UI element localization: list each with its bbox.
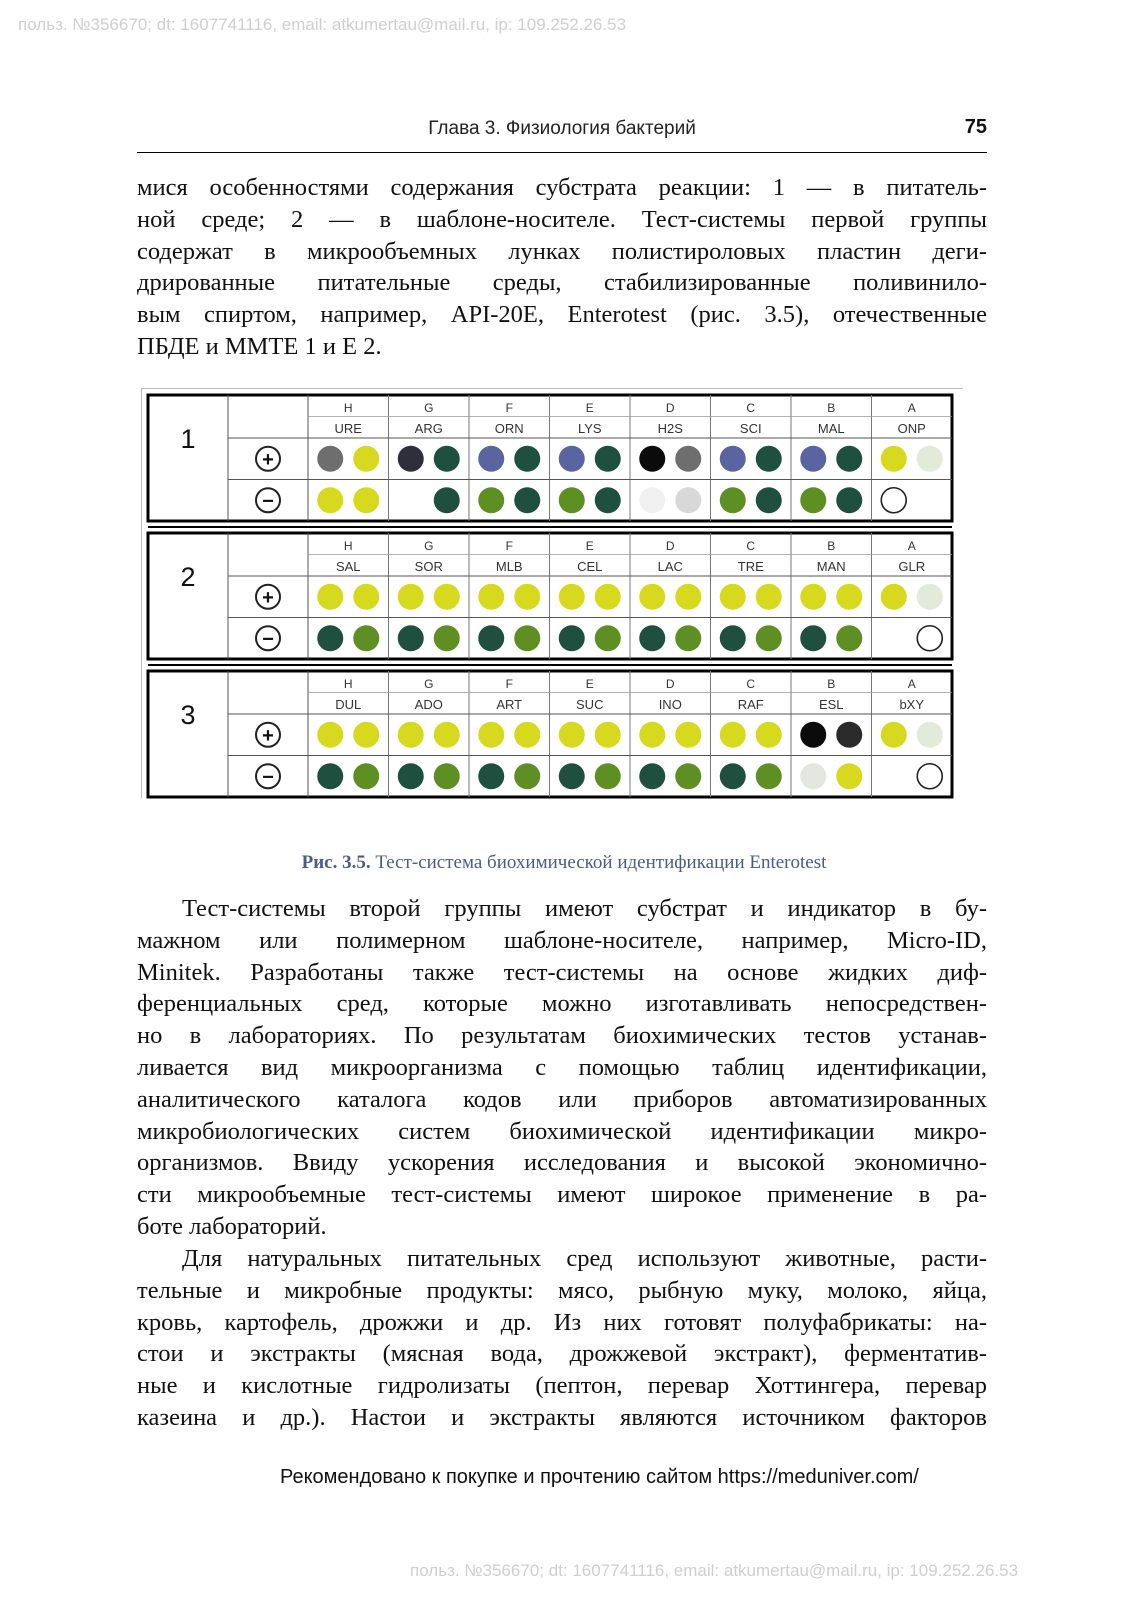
test-well (353, 584, 379, 610)
test-well (595, 584, 621, 610)
text-line: дрированные питательные среды, стабилизированные поливинило- (137, 269, 987, 297)
text-line: ные и кислотные гидролизаты (пептон, перевар Хоттингера, перевар (137, 1372, 987, 1400)
test-well (836, 487, 862, 513)
figure-caption (0, 852, 1128, 874)
test-well (720, 584, 746, 610)
test-well (881, 584, 907, 610)
test-well (514, 722, 540, 748)
minus-sign: − (262, 766, 274, 789)
test-well (353, 625, 379, 651)
test-well (514, 446, 540, 472)
test-name: SAL (335, 559, 361, 574)
test-name: SCI (739, 421, 762, 436)
test-name: bXY (899, 697, 925, 712)
column-letter: A (907, 677, 916, 691)
column-letter: G (424, 677, 434, 691)
test-well (478, 584, 504, 610)
column-letter: C (746, 401, 756, 415)
chapter-title: Глава 3. Физиология бактерий (428, 118, 696, 139)
test-well (317, 763, 343, 789)
test-well (559, 722, 585, 748)
figure-enterotest (141, 388, 971, 808)
test-well (836, 722, 862, 748)
text-line: тельные и микробные продукты: мясо, рыбную муку, молоко, яйца, (137, 1276, 987, 1304)
test-well (756, 763, 782, 789)
test-well (675, 625, 701, 651)
test-well (317, 584, 343, 610)
test-well (559, 446, 585, 472)
test-name: URE (334, 421, 362, 436)
text-line: но в лабораториях. По результатам биохимических тестов устанав- (137, 1022, 987, 1050)
column-letter: G (424, 539, 434, 553)
test-well (917, 764, 942, 789)
column-letter: B (827, 401, 836, 415)
test-well (434, 625, 460, 651)
test-well (917, 626, 942, 651)
test-well (595, 446, 621, 472)
test-well (595, 487, 621, 513)
column-letter: F (505, 539, 513, 553)
test-name: SUC (576, 697, 604, 712)
column-letter: H (343, 401, 353, 415)
test-well (559, 763, 585, 789)
test-name: ART (496, 697, 523, 712)
minus-sign: − (262, 628, 274, 651)
test-name: ADO (414, 697, 443, 712)
test-name: CEL (577, 559, 603, 574)
test-well (800, 584, 826, 610)
test-well (756, 446, 782, 472)
plus-sign: + (262, 586, 274, 609)
test-well (398, 722, 424, 748)
test-well (559, 487, 585, 513)
test-name: ONP (897, 421, 926, 436)
column-letter: C (746, 539, 756, 553)
test-well (639, 584, 665, 610)
text-line: ливается вид микроорганизма с помощью таблиц идентификации, (137, 1053, 987, 1081)
test-well (559, 625, 585, 651)
column-letter: B (827, 677, 836, 691)
test-well (639, 625, 665, 651)
text-line: ной среде; 2 — в шаблоне-носителе. Тест-системы первой группы (137, 205, 987, 233)
column-letter: G (424, 401, 434, 415)
test-name: ESL (818, 697, 844, 712)
test-well (317, 625, 343, 651)
test-well (478, 722, 504, 748)
test-well (398, 763, 424, 789)
text-line: вым спиртом, например, API-20E, Enterotest (рис. 3.5), отечественные (137, 301, 987, 329)
column-letter: D (665, 539, 675, 553)
test-name: GLR (898, 559, 926, 574)
text-line: стои и экстракты (мясная вода, дрожжевой экстракт), ферментатив- (137, 1340, 987, 1368)
test-well (353, 446, 379, 472)
caption-label: Рис. 3.5. (301, 852, 371, 873)
watermark-bottom: польз. №356670; dt: 1607741116, email: atkumertau@mail.ru, ip: 109.252.26.53 (410, 1561, 1019, 1580)
test-well (756, 487, 782, 513)
test-well (398, 446, 424, 472)
text-line: микробиологических систем биохимической идентификации микро- (137, 1117, 987, 1145)
test-well (478, 763, 504, 789)
test-well (317, 446, 343, 472)
text-line: кровь, картофель, дрожжи и др. Из них готовят полуфабрикаты: на- (137, 1308, 987, 1336)
test-well (595, 625, 621, 651)
test-name: DUL (335, 697, 362, 712)
test-well (756, 625, 782, 651)
test-well (836, 763, 862, 789)
paragraph-1 (137, 172, 987, 363)
test-well (756, 722, 782, 748)
text-line: мися особенностями содержания субстрата реакции: 1 — в питатель- (137, 174, 987, 201)
test-well (881, 446, 907, 472)
test-well (639, 722, 665, 748)
test-name: RAF (737, 697, 764, 712)
test-well (881, 488, 906, 513)
column-letter: H (343, 539, 353, 553)
text-line: ференциальных сред, которые можно изготавливать непосредствен- (137, 990, 987, 1018)
test-well (478, 487, 504, 513)
test-well (559, 584, 585, 610)
column-letter: F (505, 677, 513, 691)
test-name: LAC (657, 559, 683, 574)
test-name: SOR (414, 559, 443, 574)
column-letter: A (907, 539, 916, 553)
panel-number: 3 (180, 700, 196, 730)
test-name: TRE (737, 559, 764, 574)
text-line: Minitek. Разработаны также тест-системы на основе жидких диф- (137, 958, 987, 986)
text-line: боте лабораторий. (137, 1212, 327, 1240)
test-well (836, 446, 862, 472)
test-name: LYS (577, 421, 602, 436)
text-line: аналитического каталога кодов или приборов автоматизированных (137, 1085, 987, 1113)
test-well (434, 763, 460, 789)
test-name: H2S (657, 421, 683, 436)
test-well (675, 487, 701, 513)
test-well (639, 446, 665, 472)
footer-promo: Рекомендовано к покупке и прочтению сайтом https://meduniver.com/ (280, 1466, 919, 1488)
test-well (478, 446, 504, 472)
caption-text: Тест-система биохимической идентификации Enterotest (370, 852, 827, 873)
test-well (353, 487, 379, 513)
text-line: Тест-системы второй группы имеют субстрат и индикатор в бу- (182, 895, 987, 922)
test-well (639, 763, 665, 789)
text-line: организмов. Ввиду ускорения исследования и высокой экономично- (137, 1149, 987, 1177)
text-line: ПБДЕ и ММТЕ 1 и Е 2. (137, 332, 382, 360)
column-letter: A (907, 401, 916, 415)
text-line: сти микрообъемные тест-системы имеют широкое применение в ра- (137, 1181, 987, 1209)
test-well (514, 625, 540, 651)
column-letter: C (746, 677, 756, 691)
test-well (317, 722, 343, 748)
test-well (720, 763, 746, 789)
test-name: ORN (494, 421, 524, 436)
column-letter: D (665, 677, 675, 691)
test-well (514, 763, 540, 789)
test-well (398, 625, 424, 651)
test-well (675, 763, 701, 789)
test-name: ARG (414, 421, 443, 436)
test-well (917, 722, 943, 748)
test-well (595, 722, 621, 748)
test-well (836, 625, 862, 651)
test-well (434, 446, 460, 472)
text-line: казеина и др.). Настои и экстракты являются источником факторов (137, 1403, 987, 1431)
test-well (434, 722, 460, 748)
test-well (720, 487, 746, 513)
plus-sign: + (262, 724, 274, 747)
test-well (720, 625, 746, 651)
page-number: 75 (964, 116, 987, 138)
test-well (434, 487, 460, 513)
test-well (800, 763, 826, 789)
watermark-top: польз. №356670; dt: 1607741116, email: atkumertau@mail.ru, ip: 109.252.26.53 (18, 15, 627, 34)
test-well (514, 584, 540, 610)
column-letter: F (505, 401, 513, 415)
plus-sign: + (262, 448, 274, 471)
enterotest-table (141, 388, 971, 808)
text-line: Для натуральных питательных сред используют животные, расти- (182, 1245, 987, 1272)
test-well (720, 446, 746, 472)
column-letter: E (585, 677, 594, 691)
text-line: содержат в микрообъемных лунках полистироловых пластин деги- (137, 237, 987, 265)
test-well (639, 487, 665, 513)
column-letter: D (665, 401, 675, 415)
test-well (353, 722, 379, 748)
test-well (800, 446, 826, 472)
minus-sign: − (262, 490, 274, 513)
test-well (317, 487, 343, 513)
text-line: мажном или полимерном шаблоне-носителе, например, Micro-ID, (137, 926, 987, 954)
test-well (353, 763, 379, 789)
test-well (398, 584, 424, 610)
test-well (756, 584, 782, 610)
test-well (675, 446, 701, 472)
column-letter: E (585, 539, 594, 553)
panel-number: 1 (180, 424, 196, 454)
panel-number: 2 (180, 562, 196, 592)
column-letter: B (827, 539, 836, 553)
test-name: INO (658, 697, 682, 712)
test-name: MAN (816, 559, 846, 574)
test-well (800, 487, 826, 513)
test-well (917, 446, 943, 472)
test-well (675, 584, 701, 610)
test-well (800, 625, 826, 651)
test-well (478, 625, 504, 651)
test-well (675, 722, 701, 748)
paragraph-3 (137, 1243, 987, 1434)
test-name: MLB (495, 559, 523, 574)
test-well (434, 584, 460, 610)
test-name: MAL (817, 421, 845, 436)
test-well (595, 763, 621, 789)
test-well (514, 487, 540, 513)
paragraph-2 (137, 893, 987, 1243)
test-well (917, 584, 943, 610)
running-header (137, 112, 987, 153)
column-letter: E (585, 401, 594, 415)
test-well (800, 722, 826, 748)
test-well (720, 722, 746, 748)
test-well (881, 722, 907, 748)
column-letter: H (343, 677, 353, 691)
test-well (836, 584, 862, 610)
